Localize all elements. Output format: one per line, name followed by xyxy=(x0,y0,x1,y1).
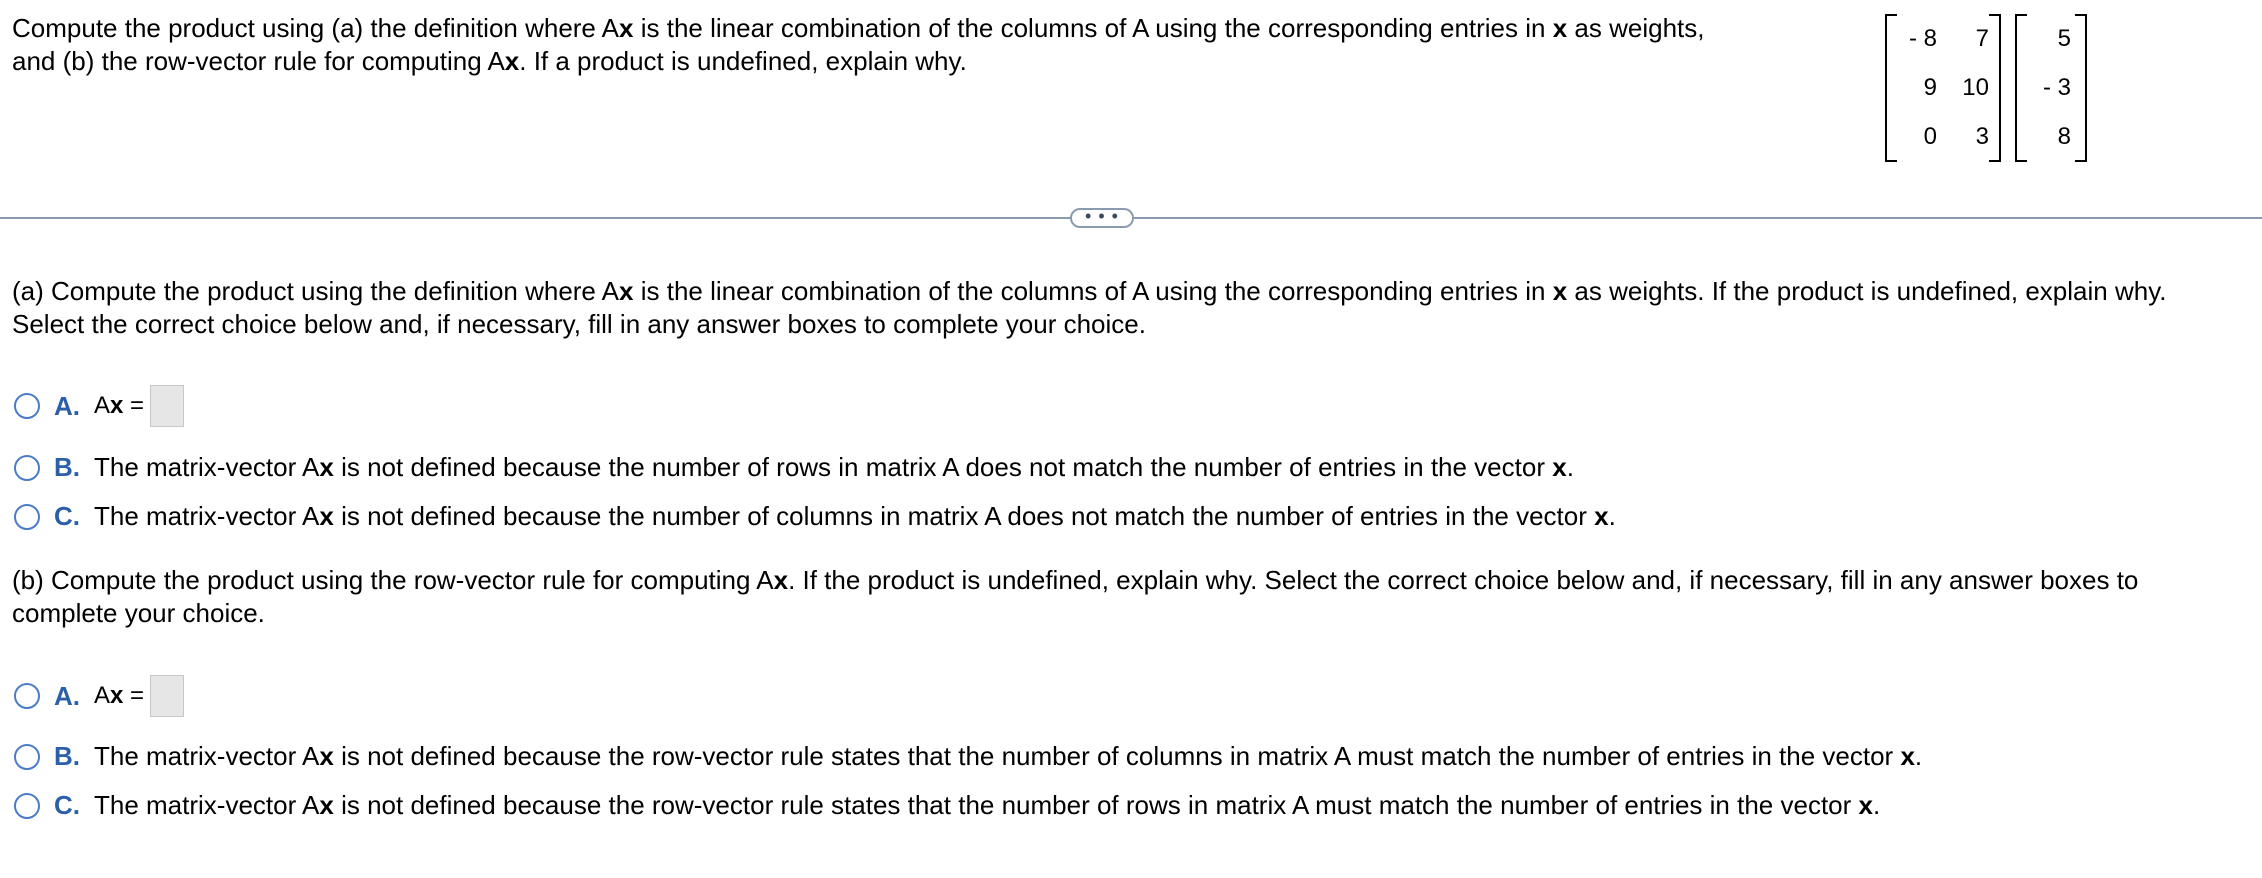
vector-x-entry: - 3 xyxy=(2042,73,2071,101)
answer-input-box[interactable] xyxy=(150,385,184,427)
matrix-a-cell: 9 xyxy=(1923,73,1937,101)
expand-more-button[interactable]: • • • xyxy=(1070,208,1134,228)
choice-text: The matrix-vector Ax is not defined because the number of columns in matrix A does not match the number of entries in the vector x. xyxy=(94,501,1616,531)
part-b-question: (b) Compute the product using the row-vector rule for computing Ax. If the product is undefined, explain why. Select the correct choice below and, if necessary, fill in any answer boxes to complete your choice. xyxy=(12,565,2139,628)
matrix-a xyxy=(1885,14,2001,162)
part-b-choice-b[interactable] xyxy=(14,741,1922,772)
choice-text: Ax = xyxy=(94,682,145,709)
matrix-a-cell: 10 xyxy=(1962,73,1989,101)
part-a-choice-c[interactable] xyxy=(14,501,1616,532)
radio-button[interactable] xyxy=(14,683,40,709)
prompt-line-2: and (b) the row-vector rule for computing Ax. If a product is undefined, explain why. xyxy=(12,46,967,76)
choice-letter: C. xyxy=(54,501,80,531)
part-a-choice-b[interactable] xyxy=(14,452,1574,483)
radio-button[interactable] xyxy=(14,393,40,419)
choice-text: The matrix-vector Ax is not defined because the row-vector rule states that the number of rows in matrix A must match the number of entries in the vector x. xyxy=(94,790,1881,820)
radio-button[interactable] xyxy=(14,744,40,770)
matrix-a-cell: 7 xyxy=(1975,24,1989,52)
choice-text: Ax = xyxy=(94,392,145,419)
radio-button[interactable] xyxy=(14,455,40,481)
radio-button[interactable] xyxy=(14,504,40,530)
answer-input-box[interactable] xyxy=(150,675,184,717)
vector-x-entry: 8 xyxy=(2057,123,2071,151)
matrix-a-cell: 0 xyxy=(1923,123,1937,151)
choice-text: The matrix-vector Ax is not defined because the row-vector rule states that the number of columns in matrix A must match the number of entries in the vector x. xyxy=(94,741,1923,771)
vector-x xyxy=(2015,14,2087,162)
matrix-product-display xyxy=(1885,14,2087,162)
vector-x-entry: 5 xyxy=(2057,24,2071,52)
choice-letter: B. xyxy=(54,741,80,771)
part-a-choice-a[interactable] xyxy=(14,385,184,427)
choice-letter: C. xyxy=(54,790,80,820)
part-a-question: (a) Compute the product using the definition where Ax is the linear combination of the columns of A using the corresponding entries in x as weights. If the product is undefined, explain why. Select the correct choice below and, if necessary, fill in any answer boxes to complete your choice. xyxy=(12,276,2167,339)
radio-button[interactable] xyxy=(14,793,40,819)
matrix-a-cell: - 8 xyxy=(1908,24,1937,52)
choice-text: The matrix-vector Ax is not defined because the number of rows in matrix A does not match the number of entries in the vector x. xyxy=(94,452,1574,482)
choice-letter: A. xyxy=(54,680,80,711)
part-b-choice-a[interactable] xyxy=(14,675,184,717)
matrix-a-cell: 3 xyxy=(1975,123,1989,151)
choice-letter: B. xyxy=(54,452,80,482)
problem-prompt xyxy=(12,12,1792,78)
part-b-choice-c[interactable] xyxy=(14,790,1880,821)
prompt-line-1: Compute the product using (a) the definition where Ax is the linear combination of the columns of A using the corresponding entries in x as weights, xyxy=(12,13,1705,43)
choice-letter: A. xyxy=(54,390,80,421)
